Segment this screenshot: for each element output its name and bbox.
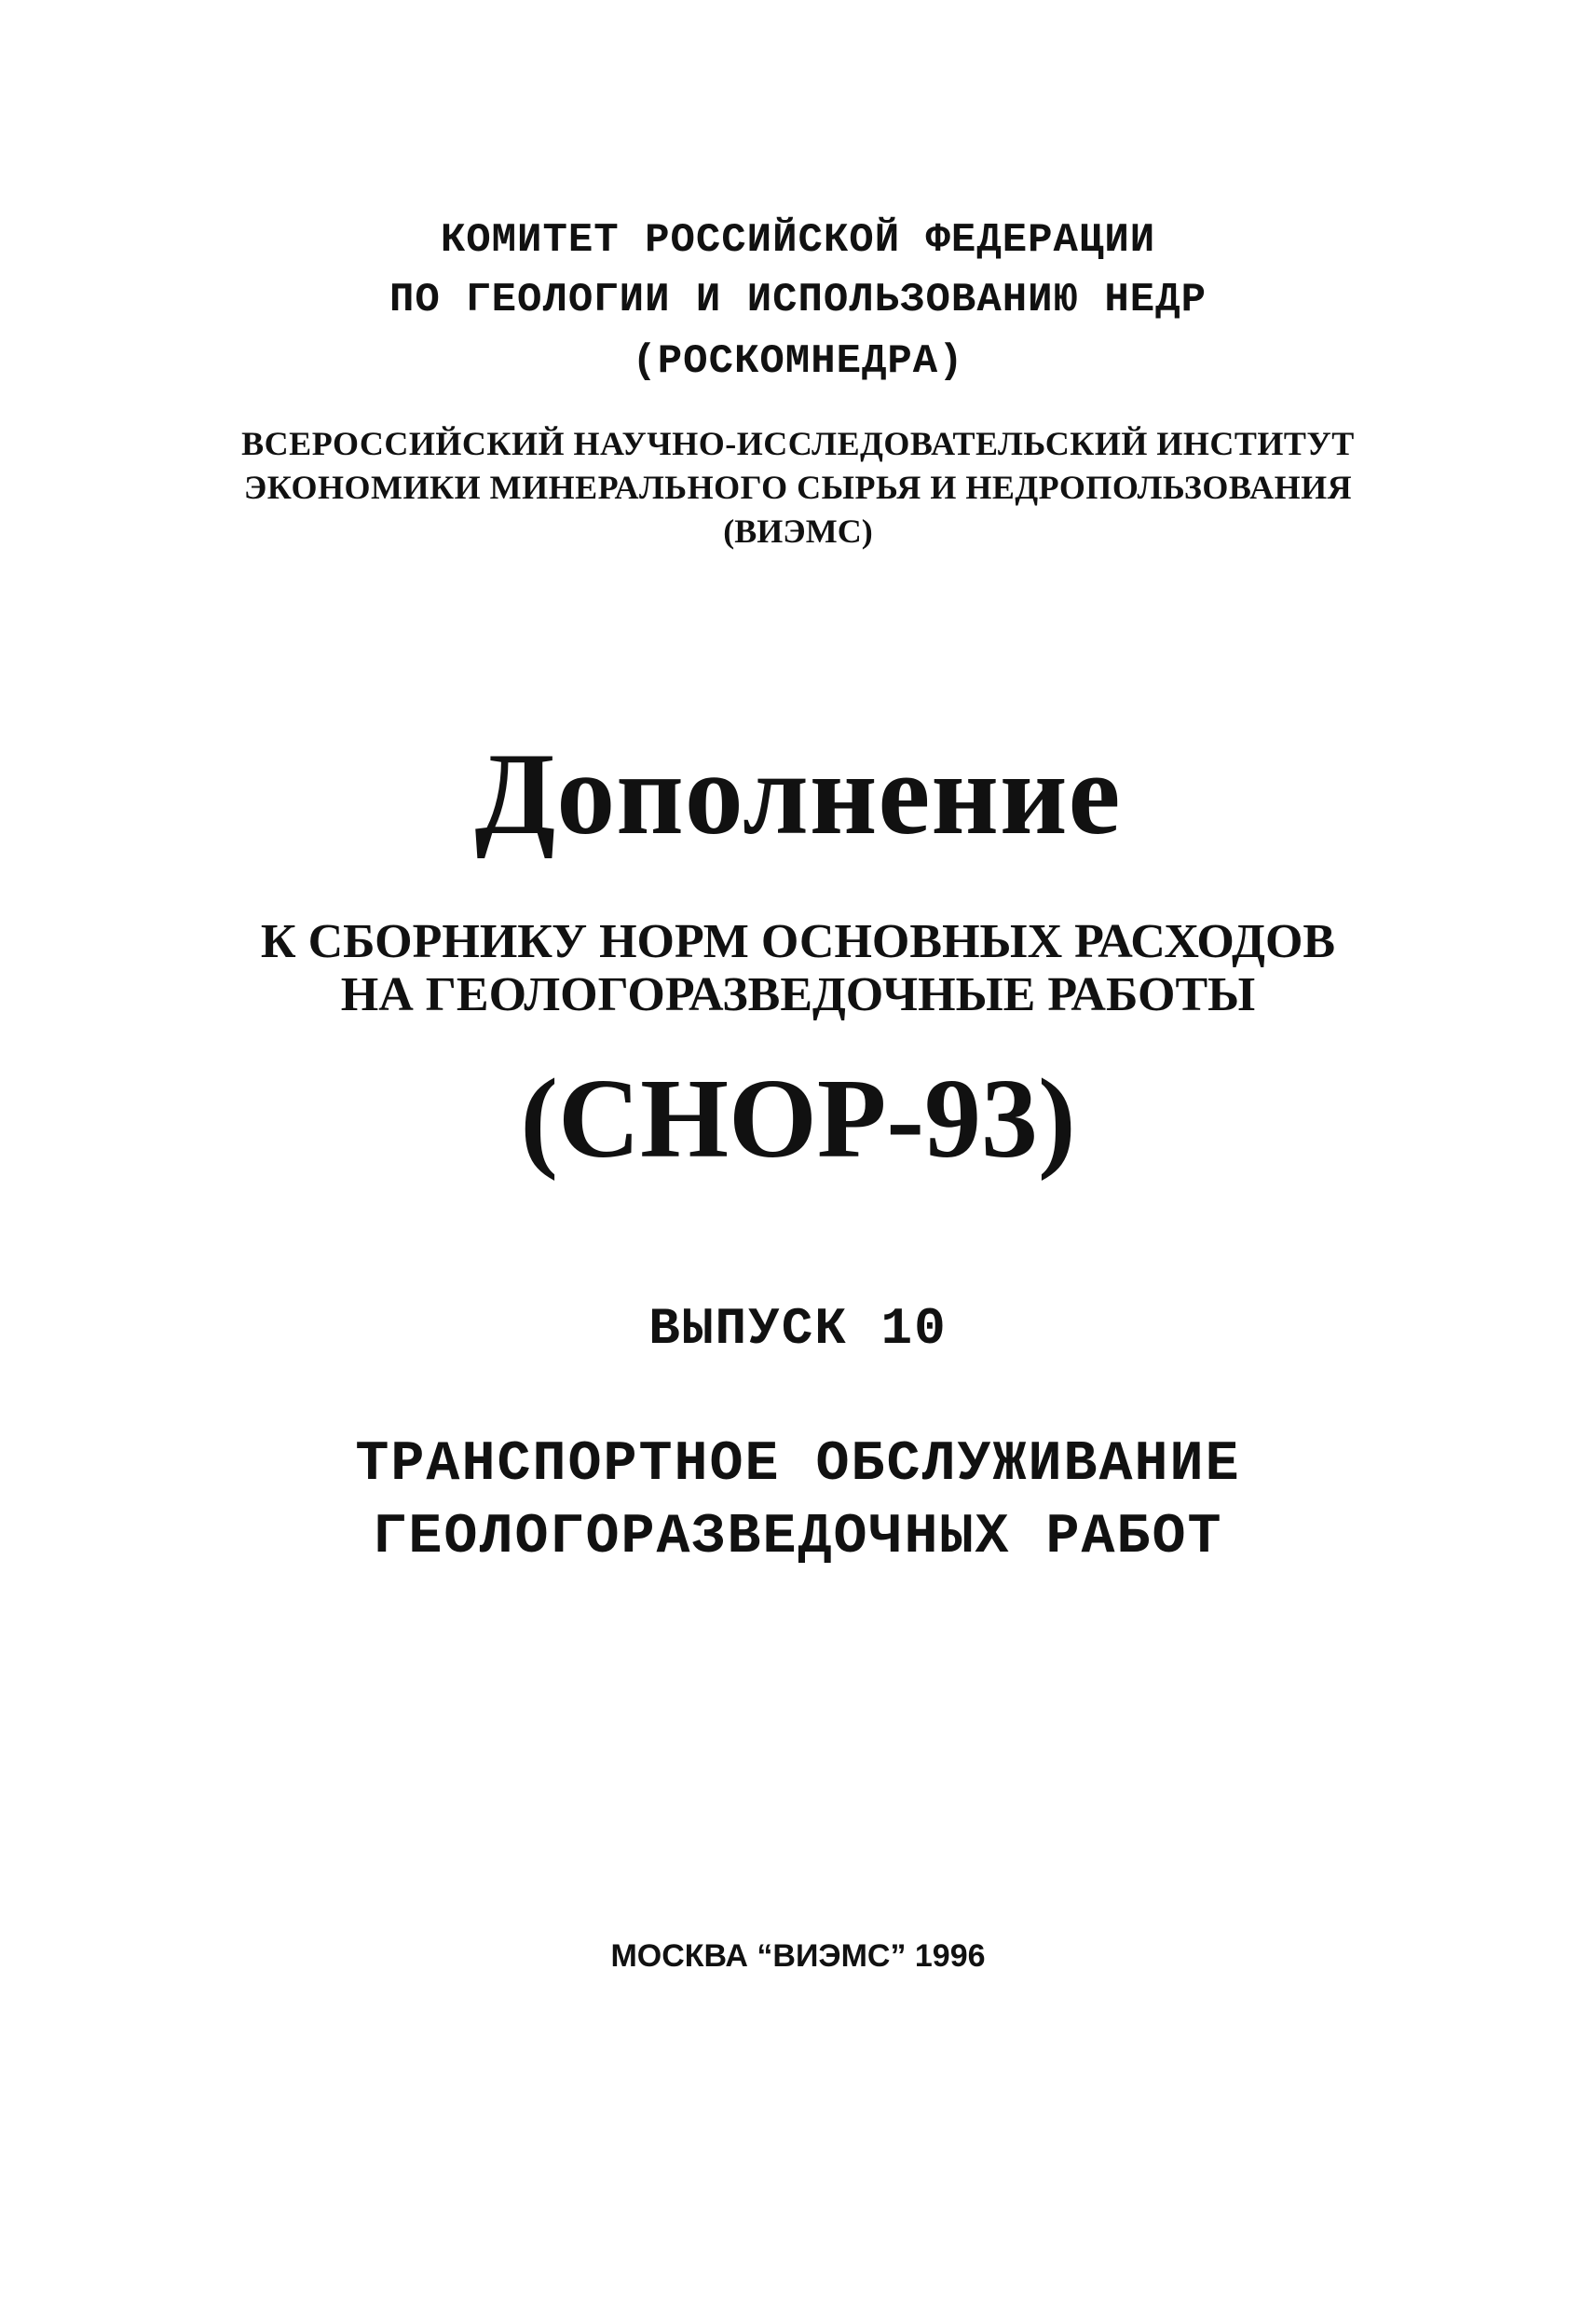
institute-abbreviation: (ВИЭМС) <box>723 513 873 550</box>
committee-name-line-1: КОМИТЕТ РОССИЙСКОЙ ФЕДЕРАЦИИ <box>440 217 1156 264</box>
document-title: Дополнение <box>474 730 1122 859</box>
document-code: (СНОР-93) <box>520 1056 1076 1182</box>
institute-name-line-1: ВСЕРОССИЙСКИЙ НАУЧНО-ИССЛЕДОВАТЕЛЬСКИЙ ИНСТИТУТ <box>241 425 1355 462</box>
topic-line-1: ТРАНСПОРТНОЕ ОБСЛУЖИВАНИЕ <box>355 1433 1241 1497</box>
committee-abbreviation: (РОСКОМНЕДРА) <box>632 338 964 385</box>
institute-name-line-2: ЭКОНОМИКИ МИНЕРАЛЬНОГО СЫРЬЯ И НЕДРОПОЛЬЗОВАНИЯ <box>243 469 1353 506</box>
subtitle-line-1: К СБОРНИКУ НОРМ ОСНОВНЫХ РАСХОДОВ <box>260 915 1336 968</box>
subtitle-line-2: НА ГЕОЛОГОРАЗВЕДОЧНЫЕ РАБОТЫ <box>340 968 1256 1021</box>
committee-name-line-2: ПО ГЕОЛОГИИ И ИСПОЛЬЗОВАНИЮ НЕДР <box>389 277 1207 323</box>
issue-number: ВЫПУСК 10 <box>648 1299 948 1359</box>
topic-line-2: ГЕОЛОГОРАЗВЕДОЧНЫХ РАБОТ <box>373 1506 1223 1569</box>
publisher-imprint: МОСКВА “ВИЭМС” 1996 <box>610 1938 986 1974</box>
